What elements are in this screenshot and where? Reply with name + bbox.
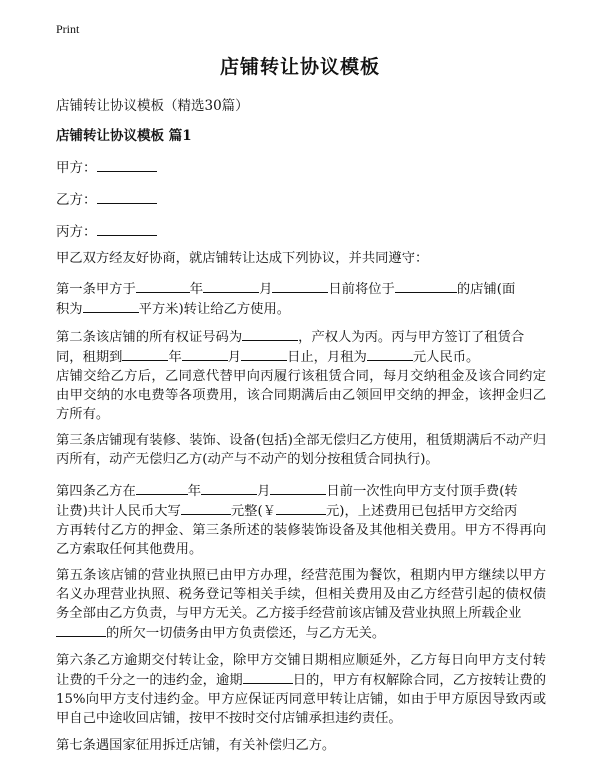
clause-4 <box>56 481 546 559</box>
blank-cert-number <box>242 327 298 341</box>
clause-2-text: 月 <box>227 350 242 365</box>
blank-year <box>136 481 188 495</box>
intro-paragraph: 甲乙双方经友好协商，就店铺转让达成下列协议，并共同遵守： <box>56 251 429 266</box>
party-a-blank <box>97 158 157 172</box>
clause-1-text: 积为 <box>56 302 83 317</box>
clause-1-text: 平方米)转让给乙方使用。 <box>138 302 291 317</box>
blank-day <box>272 279 328 293</box>
document-subtitle: 店铺转让协议模板（精选30篇） <box>56 98 249 114</box>
document-title: 店铺转让协议模板 <box>219 56 380 78</box>
party-b-label: 乙方： <box>56 192 97 208</box>
blank-month <box>201 481 257 495</box>
blank-location <box>395 279 457 293</box>
blank-month <box>182 347 228 361</box>
clause-4-text: 元)，上述费用已包括甲方交给丙 <box>325 504 518 519</box>
clause-6-text: 第六条乙方逾期交付转让金，除甲方交铺日期相应顺延外，乙方每日向甲方支付转让费的千分之一的违约金，逾期 <box>56 653 546 688</box>
section-title: 店铺转让协议模板 篇1 <box>56 128 192 144</box>
clause-2 <box>56 327 546 424</box>
blank-area <box>83 299 139 313</box>
clause-4-text: 让费)共计人民币大写 <box>56 504 181 519</box>
blank-days <box>243 670 293 684</box>
blank-company <box>56 623 106 637</box>
clause-2-text: 店铺交给乙方后，乙同意代替甲向丙履行该租赁合同，每月交纳租金及该合同约定由甲交纳的水电费等各项费用，该合同期满后由乙领回甲交纳的押金，该押金归乙方所有。 <box>56 369 546 422</box>
blank-rent <box>367 347 413 361</box>
blank-day <box>270 481 326 495</box>
blank-day <box>241 347 287 361</box>
blank-month <box>203 279 259 293</box>
clause-1-text: 的店铺(面 <box>456 282 516 297</box>
party-c-label: 丙方： <box>56 224 97 240</box>
party-a-label: 甲方： <box>56 160 97 176</box>
clause-1-text: 日前将位于 <box>328 282 395 297</box>
clause-5-text: 第五条该店铺的营业执照已由甲方办理，经营范围为餐饮，租期内甲方继续以甲方名义办理营业执照、税务登记等相关手续，但相关费用及由乙方经营引起的债权债务全部由乙方负责，与甲方无关。乙方接手经营前该店铺及营业执照上所载企业 <box>56 568 546 621</box>
party-b <box>56 188 157 208</box>
clause-4-text: 日前一次性向甲方支付顶手费(转 <box>326 484 518 499</box>
party-b-blank <box>97 190 157 204</box>
clause-1-text: 年 <box>189 282 204 297</box>
blank-year <box>136 279 190 293</box>
clause-4-text: 第四条乙方在 <box>56 484 136 499</box>
clause-7: 第七条遇国家征用拆迁店铺，有关补偿归乙方。 <box>56 738 336 753</box>
clause-1 <box>56 279 546 319</box>
clause-2-text: 元人民币。 <box>412 350 480 365</box>
clause-1-text: 第一条甲方于 <box>56 282 136 297</box>
party-a <box>56 156 157 176</box>
clause-2-text: 第二条该店铺的所有权证号码为 <box>56 330 243 345</box>
clause-4-text: 年 <box>187 484 202 499</box>
blank-amount-words <box>181 501 231 515</box>
clause-1-text: 月 <box>259 282 273 297</box>
clause-2-text: 同，租期到 <box>56 350 123 365</box>
clause-4-text: 元整(￥ <box>230 504 276 519</box>
clause-2-text: 日止，月租为 <box>287 350 367 365</box>
clause-4-text: 方再转付乙方的押金、第三条所述的装修装饰设备及其他相关费用。甲方不得再向乙方索取任何其他费用。 <box>56 523 546 557</box>
clause-3: 第三条店铺现有装修、装饰、设备(包括)全部无偿归乙方使用，租赁期满后不动产归丙所有，动产无偿归乙方(动产与不动产的划分按租赁合同执行)。 <box>56 433 546 467</box>
clause-5-text: 的所欠一切债务由甲方负责偿还，与乙方无关。 <box>106 626 386 641</box>
blank-year <box>122 347 168 361</box>
print-label[interactable]: Print <box>56 22 80 36</box>
clause-4-text: 月 <box>257 484 271 499</box>
party-c-blank <box>97 222 157 236</box>
clause-2-text: 年 <box>168 350 182 365</box>
clause-6-text: 日的，甲方有权解除合同，乙方按转让费的15%向甲方支付违约金。甲方应保证丙同意甲转让店铺，如由于甲方原因导致丙或甲自己中途收回店铺，按甲不按时交付店铺承担违约责任。 <box>56 673 547 726</box>
party-c <box>56 220 157 240</box>
clause-6 <box>56 651 546 728</box>
clause-5 <box>56 566 546 643</box>
blank-amount-number <box>276 501 326 515</box>
clause-2-text: ，产权人为丙。丙与甲方签订了租赁合 <box>298 330 525 345</box>
